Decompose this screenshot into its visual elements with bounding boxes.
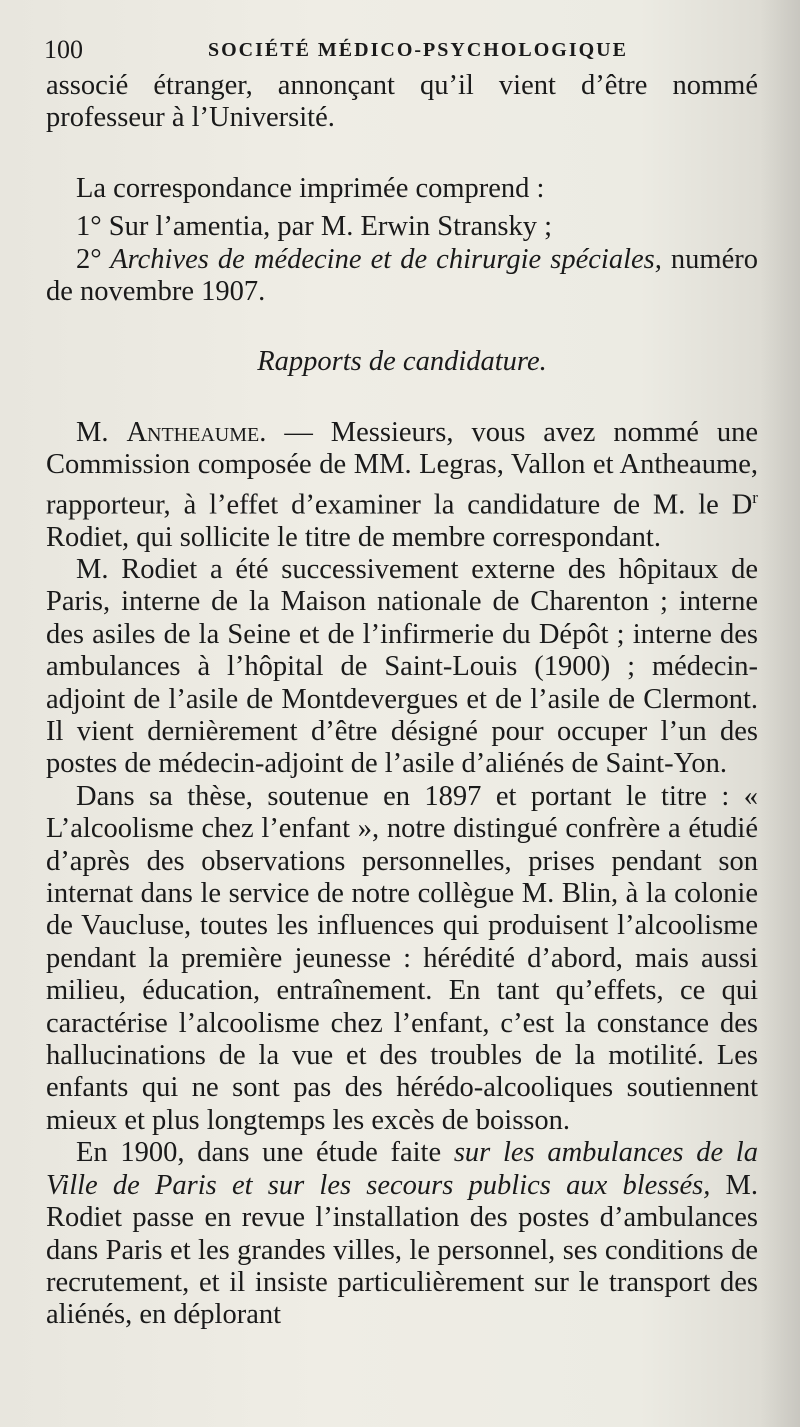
- list-italic-2: Archives de médecine et de chirurgie spéciales,: [101, 243, 662, 275]
- speaker-prefix: M.: [76, 416, 127, 448]
- report-intro-text-2: Rodiet, qui sollicite le titre de membre correspondant.: [46, 521, 661, 553]
- body-text: [46, 70, 758, 1332]
- page-number: 100: [44, 35, 83, 64]
- list-text-1: Sur l’amentia, par M. Erwin Stransky ;: [101, 211, 553, 243]
- doctor-superscript: r: [752, 487, 758, 507]
- list-item-1: [46, 211, 758, 243]
- ambulances-title: sur les ambulances de la Ville de Paris et sur les secours publics aux blessés,: [46, 1137, 758, 1201]
- report-intro-text: . — Messieurs, vous avez nommé une Commission composée de MM. Legras, Vallon et Antheaume, rapporteur, à l’effet d’examiner la candidature de M. le D: [46, 416, 759, 521]
- page-header: [44, 30, 756, 70]
- paragraph-correspondence: La correspondance imprimée comprend :: [76, 172, 545, 204]
- speaker-name: Antheaume: [126, 416, 260, 448]
- ambulances-end: M. Rodiet passe en revue l’installation des postes d’ambulances dans Paris et les grandes villes, le personnel, ses conditions de recrutement, et il insiste particulièrement sur le transport des aliénés, en déplorant: [46, 1169, 759, 1331]
- list-item-2: [46, 244, 758, 309]
- paragraph-thesis: Dans sa thèse, soutenue en 1897 et portant le titre : « L’alcoolisme chez l’enfant », notre distingué confrère a étudié d’après des observations personnelles, prises pendant son internat dans le service de notre collègue M. Blin, à la colonie de Vaucluse, toutes les influences qui produisent l’alcoolisme pendant la première jeunesse : hérédité d’abord, mais aussi milieu, éducation, entraînement. En tant qu’effets, ce qui caractérise l’alcoolisme chez l’enfant, c’est la constance des hallucinations de la vue et des troubles de la motilité. Les enfants qui ne sont pas des hérédo-alcooliques soutiennent mieux et plus longtemps les excès de boisson.: [46, 780, 758, 1136]
- list-number-1: 1°: [76, 211, 102, 243]
- paragraph-ambulances: [46, 1137, 758, 1331]
- page-edge-shadow: [760, 0, 800, 1427]
- paragraph-career: M. Rodiet a été successivement externe des hôpitaux de Paris, interne de la Maison nationale de Charenton ; interne des asiles de la Seine et de l’infirmerie du Dépôt ; interne des ambulances à l’hôpital de Saint-Louis (1900) ; médecin-adjoint de l’asile de Montdevergues et de l’asile de Clermont. Il vient dernièrement d’être désigné pour occuper l’un des postes de médecin-adjoint de l’asile d’aliénés de Saint-Yon.: [46, 553, 758, 780]
- ambulances-start: En 1900, dans une étude faite: [76, 1137, 454, 1169]
- running-head: SOCIÉTÉ MÉDICO-PSYCHOLOGIQUE: [208, 39, 628, 61]
- section-title: Rapports de candidature.: [257, 346, 547, 378]
- paragraph-continuation: associé étranger, annonçant qu’il vient d’être nommé professeur à l’Université.: [46, 70, 758, 134]
- list-number-2: 2°: [76, 243, 102, 275]
- list-text-2: numéro de novembre 1907.: [46, 243, 758, 308]
- paragraph-report-intro: [46, 417, 758, 554]
